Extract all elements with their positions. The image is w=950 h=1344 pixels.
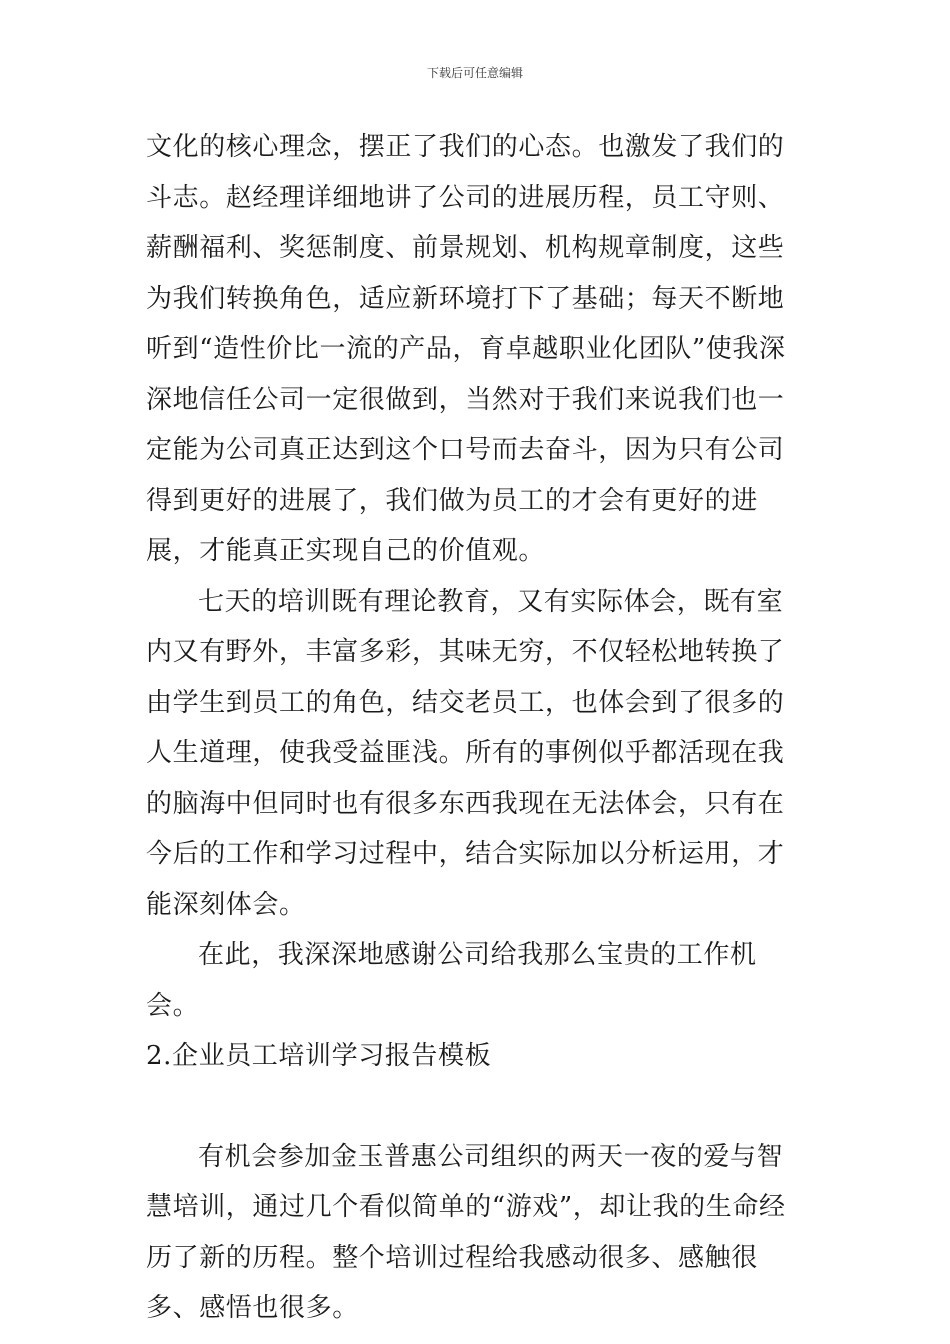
paragraph-continuation: 文化的核心理念，摆正了我们的心态。也激发了我们的斗志。赵经理详细地讲了公司的进展历程，员工守则、薪酬福利、奖惩制度、前景规划、机构规章制度，这些为我们转换角色，适应新环境打下了基础；每天不断地听到“造性价比一流的产品，育卓越职业化团队”使我深深地信任公司一定很做到，当然对于我们来说我们也一定能为公司真正达到这个口号而去奋斗，因为只有公司得到更好的进展了，我们做为员工的才会有更好的进展，才能真正实现自己的价值观。	[146, 132, 786, 566]
paragraph-section-intro: 有机会参加金玉普惠公司组织的两天一夜的爱与智慧培训，通过几个看似简单的“游戏”，却让我的生命经历了新的历程。整个培训过程给我感动很多、感触很多、感悟也很多。	[146, 1141, 786, 1323]
page-header-note: 下载后可任意编辑	[426, 66, 523, 80]
paragraph-training-summary: 七天的培训既有理论教育，又有实际体会，既有室内又有野外，丰富多彩，其味无穷，不仅轻松地转换了由学生到员工的角色，结交老员工，也体会到了很多的人生道理，使我受益匪浅。所有的事例似乎都活现在我的脑海中但同时也有很多东西我现在无法体会，只有在今后的工作和学习过程中，结合实际加以分析运用，才能深刻体会。	[146, 586, 785, 920]
paragraph-thanks: 在此，我深深地感谢公司给我那么宝贵的工作机会。	[146, 940, 757, 1021]
section-gap	[146, 1082, 806, 1132]
document-body	[146, 122, 806, 1334]
section-heading: 2.企业员工培训学习报告模板	[146, 1041, 492, 1071]
